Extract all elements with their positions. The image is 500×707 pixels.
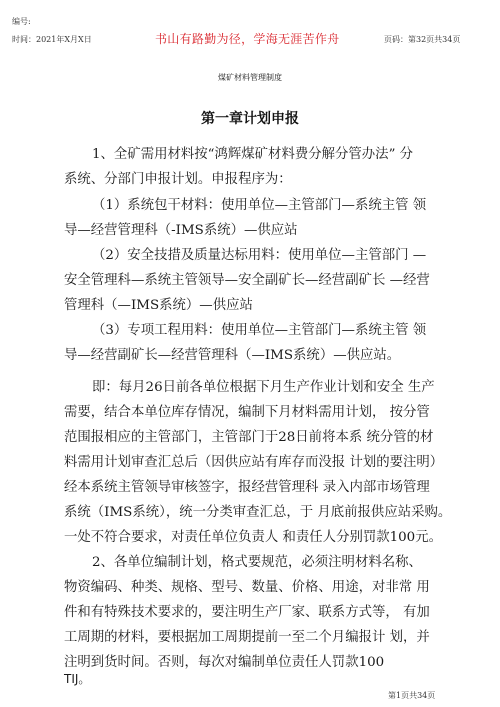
body-line: 一处不符合要求，对责任单位负责人 和责任人分别罚款100元。 (64, 530, 442, 545)
body-line: 安全管理科—系统主管领导—安全副矿长—经营副矿长 —经营 (64, 273, 430, 288)
time-label: 时间：2021年X月X日 (12, 35, 92, 44)
header-page-label: 页码：第32页共34页 (384, 35, 461, 44)
body-line: 范围报相应的主管部门，主管部门于28日前将本系 统分管的材 (64, 430, 434, 445)
body-line: 系统（IMS系统），统一分类审查汇总，于 月底前报供应站采购。 (64, 505, 452, 520)
document-title: 煤矿材料管理制度 (218, 73, 282, 82)
body-line: 需要，结合本单位库存情况，编制下月材料需用计划， 按分管 (64, 405, 430, 420)
body-line: 管理科（—IMS系统）—供应站 (64, 298, 253, 313)
body-line: 导—经营管理科（-IMS系统）—供应站 (64, 223, 298, 238)
serial-label: 编号: (12, 17, 31, 26)
body-line: 1、全矿需用材料按“鸿辉煤矿材料费分解分管办法” 分 (92, 147, 414, 162)
body-line: 系统、分部门申报计划。申报程序为： (64, 172, 292, 187)
body-line: 即：每月26日前各单位根据下月生产作业计划和安全 生产 (92, 380, 435, 395)
body-line: 件和有特殊技术要求的，要注明生产厂家、联系方式等， 有加 (64, 605, 430, 620)
body-line: （1）系统包干材料：使用单位—主管部门—系统主管 领 (92, 198, 427, 213)
footer-page-label: 第1页共34页 (388, 691, 436, 700)
body-line: 工周期的材料，要根据加工周期提前一至二个月编报计 划，并 (64, 630, 430, 645)
body-line: 物资编码、种类、规格、型号、数量、价格、用途，对非常 用 (64, 580, 430, 595)
chapter-heading: 第一章计划申报 (201, 111, 299, 127)
body-line: （3）专项工程用料：使用单位—主管部门—系统主管 领 (92, 323, 427, 338)
body-line: 2、各单位编制计划，格式要规范，必须注明材料名称、 (92, 555, 422, 570)
motto-banner: 书山有路勤为径，学海无涯苦作舟 (155, 32, 340, 46)
body-tail: TIJ。 (64, 672, 91, 686)
body-line: 注明到货时间。否则，每次对编制单位责任人罚款100 (64, 655, 385, 670)
body-line: 导—经营副矿长—经营管理科（—IMS系统）—供应站。 (64, 348, 401, 363)
body-line: （2）安全技措及质量达标用料：使用单位—主管部门 — (92, 248, 427, 263)
body-line: 料需用计划审查汇总后（因供应站有库存而没报 计划的要注明） (64, 455, 444, 470)
body-line: 经本系统主管领导审核签字，报经营管理科 录入内部市场管理 (64, 480, 430, 495)
